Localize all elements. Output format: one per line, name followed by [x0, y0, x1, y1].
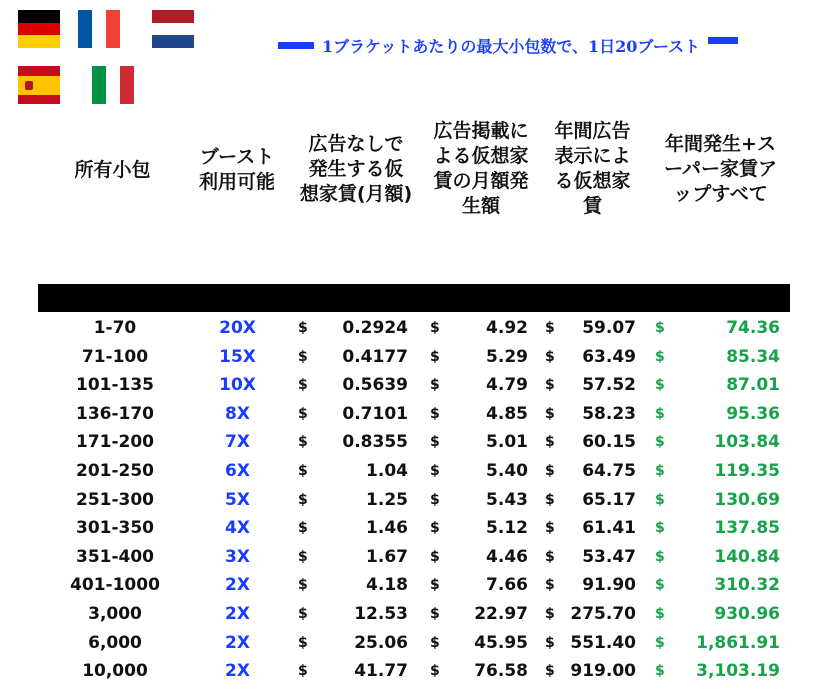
dollar-sign: $	[430, 377, 440, 394]
dollar-sign: $	[298, 348, 308, 365]
parcel-range: 301-350	[75, 518, 155, 539]
parcel-range: 351-400	[75, 546, 155, 567]
dollar-sign: $	[298, 491, 308, 508]
rent-no-ads-value: 0.8355	[342, 432, 408, 453]
dollar-sign: $	[655, 434, 665, 451]
table-row	[0, 400, 820, 429]
boost-multiplier: 5X	[225, 489, 250, 510]
rent-with-ads-value: 4.92	[486, 318, 528, 338]
annual-total-value: 87.01	[726, 375, 780, 396]
annual-total-value: 74.36	[726, 318, 780, 338]
rent-no-ads-value: 1.67	[366, 546, 408, 567]
spain-flag[interactable]	[18, 66, 60, 104]
language-flags	[18, 10, 208, 105]
rent-with-ads-value: 4.79	[486, 375, 528, 396]
dollar-sign: $	[298, 377, 308, 394]
boost-multiplier: 2X	[225, 603, 250, 624]
rent-with-ads-value: 4.85	[486, 403, 528, 424]
parcel-range: 6,000	[88, 632, 142, 653]
rent-no-ads-value: 12.53	[354, 603, 408, 624]
annual-total-value: 119.35	[714, 460, 780, 481]
rent-with-ads-value: 7.66	[486, 575, 528, 596]
header-annual-total: 年間発生+ス ーパー家賃ア ップすべて	[663, 133, 778, 205]
dollar-sign: $	[545, 548, 555, 565]
parcel-range: 401-1000	[70, 575, 160, 596]
dollar-sign: $	[430, 462, 440, 479]
header-rent-no-ads: 広告なしで 発生する仮 想家賃(月額)	[299, 133, 413, 205]
annual-total-value: 1,861.91	[696, 632, 780, 653]
rent-no-ads-value: 1.04	[366, 460, 408, 481]
annual-total-value: 310.32	[714, 575, 780, 596]
dollar-sign: $	[545, 405, 555, 422]
rent-with-ads-value: 22.97	[474, 603, 528, 624]
rent-no-ads-value: 1.25	[366, 489, 408, 510]
dollar-sign: $	[545, 634, 555, 651]
annual-ads-value: 61.41	[582, 518, 636, 539]
annual-ads-value: 60.15	[582, 432, 636, 453]
dollar-sign: $	[430, 491, 440, 508]
rent-no-ads-value: 41.77	[354, 661, 408, 682]
annual-ads-value: 275.70	[570, 603, 636, 624]
annual-ads-value: 65.17	[582, 489, 636, 510]
dollar-sign: $	[298, 634, 308, 651]
boost-multiplier: 20X	[219, 318, 256, 338]
dollar-sign: $	[545, 462, 555, 479]
boost-multiplier: 4X	[225, 518, 250, 539]
parcel-range: 1-70	[93, 318, 137, 338]
annual-total-value: 103.84	[714, 432, 780, 453]
header-boost-available: ブースト 利用可能	[198, 146, 275, 193]
dollar-sign: $	[430, 405, 440, 422]
dollar-sign: $	[430, 348, 440, 365]
dollar-sign: $	[430, 320, 440, 336]
header-parcels-owned: 所有小包	[74, 159, 151, 181]
france-flag[interactable]	[78, 10, 120, 48]
banner-bar-right	[708, 37, 738, 44]
dollar-sign: $	[545, 605, 555, 622]
header-annual-ads-rent: 年間広告 表示によ る仮想家 賃	[554, 120, 631, 217]
dollar-sign: $	[430, 548, 440, 565]
rent-no-ads-value: 0.5639	[342, 375, 408, 396]
table-row	[0, 657, 820, 686]
boost-multiplier: 2X	[225, 632, 250, 653]
dollar-sign: $	[545, 320, 555, 336]
parcel-range: 3,000	[88, 603, 142, 624]
rent-no-ads-value: 25.06	[354, 632, 408, 653]
rent-table-body	[0, 314, 820, 686]
dollar-sign: $	[655, 634, 665, 651]
rent-no-ads-value: 0.7101	[342, 403, 408, 424]
annual-ads-value: 58.23	[582, 403, 636, 424]
table-row	[0, 314, 820, 343]
table-row	[0, 571, 820, 600]
dollar-sign: $	[430, 605, 440, 622]
dollar-sign: $	[655, 462, 665, 479]
dollar-sign: $	[430, 634, 440, 651]
rent-with-ads-value: 5.29	[486, 346, 528, 367]
dollar-sign: $	[545, 663, 555, 680]
table-row	[0, 514, 820, 543]
dollar-sign: $	[298, 548, 308, 565]
dollar-sign: $	[655, 320, 665, 336]
rent-with-ads-value: 5.43	[486, 489, 528, 510]
dollar-sign: $	[298, 663, 308, 680]
rent-no-ads-value: 0.4177	[342, 346, 408, 367]
rent-with-ads-value: 5.40	[486, 460, 528, 481]
boost-multiplier: 10X	[219, 375, 256, 396]
dollar-sign: $	[545, 434, 555, 451]
netherlands-flag[interactable]	[152, 10, 194, 48]
annual-ads-value: 53.47	[582, 546, 636, 567]
germany-flag[interactable]	[18, 10, 60, 48]
boost-multiplier: 2X	[225, 661, 250, 682]
annual-total-value: 130.69	[714, 489, 780, 510]
annual-ads-value: 57.52	[582, 375, 636, 396]
dollar-sign: $	[298, 434, 308, 451]
parcel-range: 10,000	[82, 661, 148, 682]
table-row	[0, 457, 820, 486]
table-header-bar	[38, 284, 790, 312]
parcel-range: 251-300	[75, 489, 155, 510]
dollar-sign: $	[430, 663, 440, 680]
rent-with-ads-value: 45.95	[474, 632, 528, 653]
annual-ads-value: 91.90	[582, 575, 636, 596]
dollar-sign: $	[655, 663, 665, 680]
parcel-range: 171-200	[75, 432, 155, 453]
rent-no-ads-value: 4.18	[366, 575, 408, 596]
boost-multiplier: 7X	[225, 432, 250, 453]
annual-ads-value: 63.49	[582, 346, 636, 367]
dollar-sign: $	[655, 405, 665, 422]
dollar-sign: $	[655, 348, 665, 365]
table-row	[0, 343, 820, 372]
dollar-sign: $	[655, 491, 665, 508]
table-row	[0, 543, 820, 572]
rent-with-ads-value: 5.12	[486, 518, 528, 539]
annual-total-value: 930.96	[714, 603, 780, 624]
dollar-sign: $	[298, 605, 308, 622]
annual-ads-value: 64.75	[582, 460, 636, 481]
dollar-sign: $	[655, 548, 665, 565]
dollar-sign: $	[545, 348, 555, 365]
dollar-sign: $	[545, 577, 555, 594]
table-row	[0, 371, 820, 400]
annual-ads-value: 919.00	[570, 661, 636, 682]
dollar-sign: $	[298, 577, 308, 594]
dollar-sign: $	[298, 320, 308, 336]
rent-with-ads-value: 5.01	[486, 432, 528, 453]
annual-total-value: 95.36	[726, 403, 780, 424]
annual-total-value: 3,103.19	[696, 661, 780, 682]
annual-ads-value: 551.40	[570, 632, 636, 653]
dollar-sign: $	[545, 377, 555, 394]
boost-multiplier: 3X	[225, 546, 250, 567]
boost-multiplier: 2X	[225, 575, 250, 596]
parcel-range: 201-250	[75, 460, 155, 481]
boost-multiplier: 6X	[225, 460, 250, 481]
annual-ads-value: 59.07	[582, 318, 636, 338]
table-row	[0, 600, 820, 629]
dollar-sign: $	[298, 405, 308, 422]
dollar-sign: $	[430, 577, 440, 594]
annual-total-value: 137.85	[714, 518, 780, 539]
dollar-sign: $	[545, 491, 555, 508]
parcel-range: 101-135	[75, 375, 155, 396]
header-rent-with-ads: 広告掲載に よる仮想家 賃の月額発 生額	[433, 120, 529, 217]
dollar-sign: $	[298, 520, 308, 537]
table-row	[0, 428, 820, 457]
annual-total-value: 85.34	[726, 346, 780, 367]
annual-total-value: 140.84	[714, 546, 780, 567]
dollar-sign: $	[545, 520, 555, 537]
rent-with-ads-value: 76.58	[474, 661, 528, 682]
rent-no-ads-value: 1.46	[366, 518, 408, 539]
italy-flag[interactable]	[92, 66, 134, 104]
dollar-sign: $	[655, 577, 665, 594]
boost-multiplier: 15X	[219, 346, 256, 367]
rent-no-ads-value: 0.2924	[342, 318, 408, 338]
dollar-sign: $	[655, 520, 665, 537]
dollar-sign: $	[655, 605, 665, 622]
boost-banner	[278, 30, 798, 60]
table-row	[0, 629, 820, 658]
dollar-sign: $	[655, 377, 665, 394]
parcel-range: 136-170	[75, 403, 155, 424]
boost-multiplier: 8X	[225, 403, 250, 424]
dollar-sign: $	[430, 434, 440, 451]
coat-of-arms-icon	[25, 81, 33, 90]
dollar-sign: $	[298, 462, 308, 479]
banner-text: 1ブラケットあたりの最大小包数で、1日20ブースト	[322, 36, 701, 56]
banner-bar-left	[278, 42, 314, 49]
rent-with-ads-value: 4.46	[486, 546, 528, 567]
dollar-sign: $	[430, 520, 440, 537]
table-row	[0, 486, 820, 515]
parcel-range: 71-100	[81, 346, 149, 367]
